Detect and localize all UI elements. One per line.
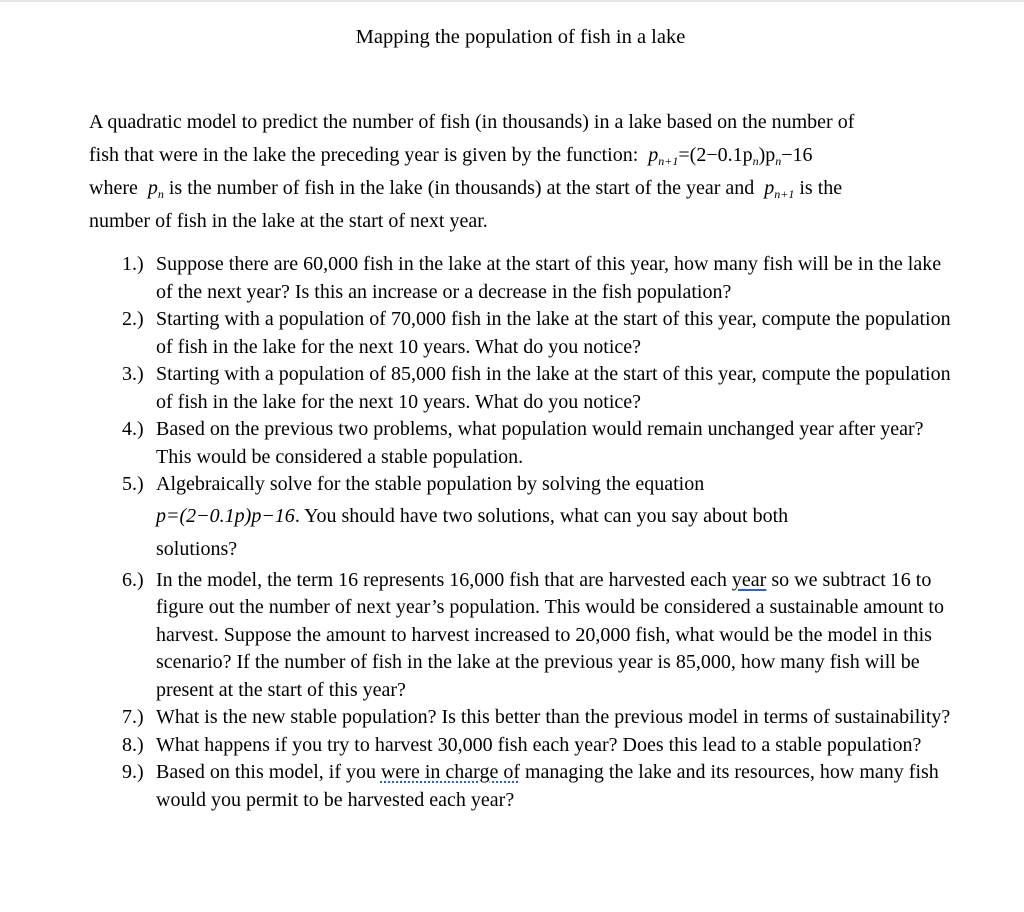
- formula-sub-n-2: n: [775, 154, 782, 168]
- question-text: Starting with a population of 70,000 fish in the lake at the start of this year, compute the population of fish in the lake for the next 10 years. What do you notice?: [156, 308, 951, 358]
- page-title: Mapping the population of fish in a lake: [355, 26, 686, 48]
- question-1: [122, 251, 957, 306]
- question-number: 1.): [122, 253, 144, 275]
- question-text-b: so we subtract 16 to figure out the number of next year’s population. This would be considered a sustainable amount to harvest. Suppose the amount to harvest increased to 20,000 fish, what would be the model in this scenario? If the number of fish in the lake at the previous year is 85,000, how many fish will be present at the start of this year?: [156, 568, 944, 701]
- intro-line-3: [89, 172, 959, 205]
- question-text: In the model, the term 16 represents 16,000 fish that are harvested each: [156, 568, 732, 591]
- intro-line-3-end: is the: [799, 177, 843, 199]
- intro-line-3-where: where: [89, 177, 138, 199]
- question-text-b: managing the lake and its resources, how many fish would you permit to be harvested each year?: [156, 761, 939, 811]
- question-number: 7.): [122, 706, 144, 728]
- pn-p: p: [147, 177, 158, 199]
- recurrence-formula: [643, 144, 812, 166]
- question-number: 6.): [122, 568, 144, 591]
- page-top-edge: [0, 0, 1024, 2]
- question-list: [122, 251, 957, 814]
- question-8: [122, 732, 957, 760]
- question-number: 2.): [122, 308, 144, 330]
- intro-line-1: A quadratic model to predict the number of fish (in thousands) in a lake based on the number of: [89, 111, 855, 133]
- pn-symbol: [143, 177, 164, 199]
- question-text: What is the new stable population? Is this better than the previous model in terms of sustainability?: [156, 706, 951, 728]
- grammar-flag-year: year: [731, 568, 767, 591]
- formula-p: p: [648, 144, 659, 166]
- question-text: Based on the previous two problems, what population would remain unchanged year after year? This would be considered a stable population.: [156, 418, 924, 468]
- stable-equation-line: [156, 499, 957, 534]
- question-4: [122, 416, 957, 471]
- question-7: [122, 704, 957, 732]
- question-text-b: . You should have two solutions, what can you say about both: [294, 504, 789, 527]
- question-6: [122, 567, 957, 705]
- question-text: What happens if you try to harvest 30,000 fish each year? Does this lead to a stable population?: [156, 733, 922, 756]
- intro-line-3-text: is the number of fish in the lake (in thousands) at the start of the year and: [168, 177, 755, 199]
- stable-equation: p=(2−0.1p)p−16: [156, 504, 295, 527]
- question-text-c: solutions?: [156, 537, 238, 560]
- pn1-symbol: [759, 177, 794, 199]
- question-number: 4.): [122, 418, 144, 440]
- question-number: 3.): [122, 363, 144, 385]
- question-number: 5.): [122, 473, 144, 495]
- question-2: [122, 306, 957, 361]
- grammar-flag-phrase: were in charge of: [380, 761, 520, 783]
- formula-mid: =(2−0.1p: [678, 144, 753, 166]
- pn1-p: p: [764, 177, 775, 199]
- question-text: Algebraically solve for the stable population by solving the equation: [156, 473, 705, 495]
- question-text: Based on this model, if you: [156, 761, 381, 783]
- question-text: Starting with a population of 85,000 fish in the lake at the start of this year, compute the population of fish in the lake for the next 10 years. What do you notice?: [156, 363, 951, 413]
- intro-line-2: [89, 139, 959, 172]
- formula-end: −16: [781, 144, 813, 166]
- question-9: [122, 759, 957, 814]
- intro-paragraph: [89, 106, 959, 238]
- pn-sub: n: [157, 187, 164, 201]
- question-3: [122, 361, 957, 416]
- intro-line-4: number of fish in the lake at the start of next year.: [89, 210, 488, 232]
- formula-close: )p: [758, 144, 776, 166]
- question-number: 8.): [122, 733, 144, 756]
- question-5: [122, 471, 957, 564]
- pn1-sub: n+1: [774, 187, 795, 201]
- intro-line-2-text: fish that were in the lake the preceding year is given by the function:: [89, 144, 639, 166]
- formula-sub-n1: n+1: [658, 154, 679, 168]
- question-text: Suppose there are 60,000 fish in the lake at the start of this year, how many fish will be in the lake of the next year? Is this an increase or a decrease in the fish population?: [156, 253, 942, 303]
- formula-sub-n: n: [752, 154, 759, 168]
- question-number: 9.): [122, 761, 144, 783]
